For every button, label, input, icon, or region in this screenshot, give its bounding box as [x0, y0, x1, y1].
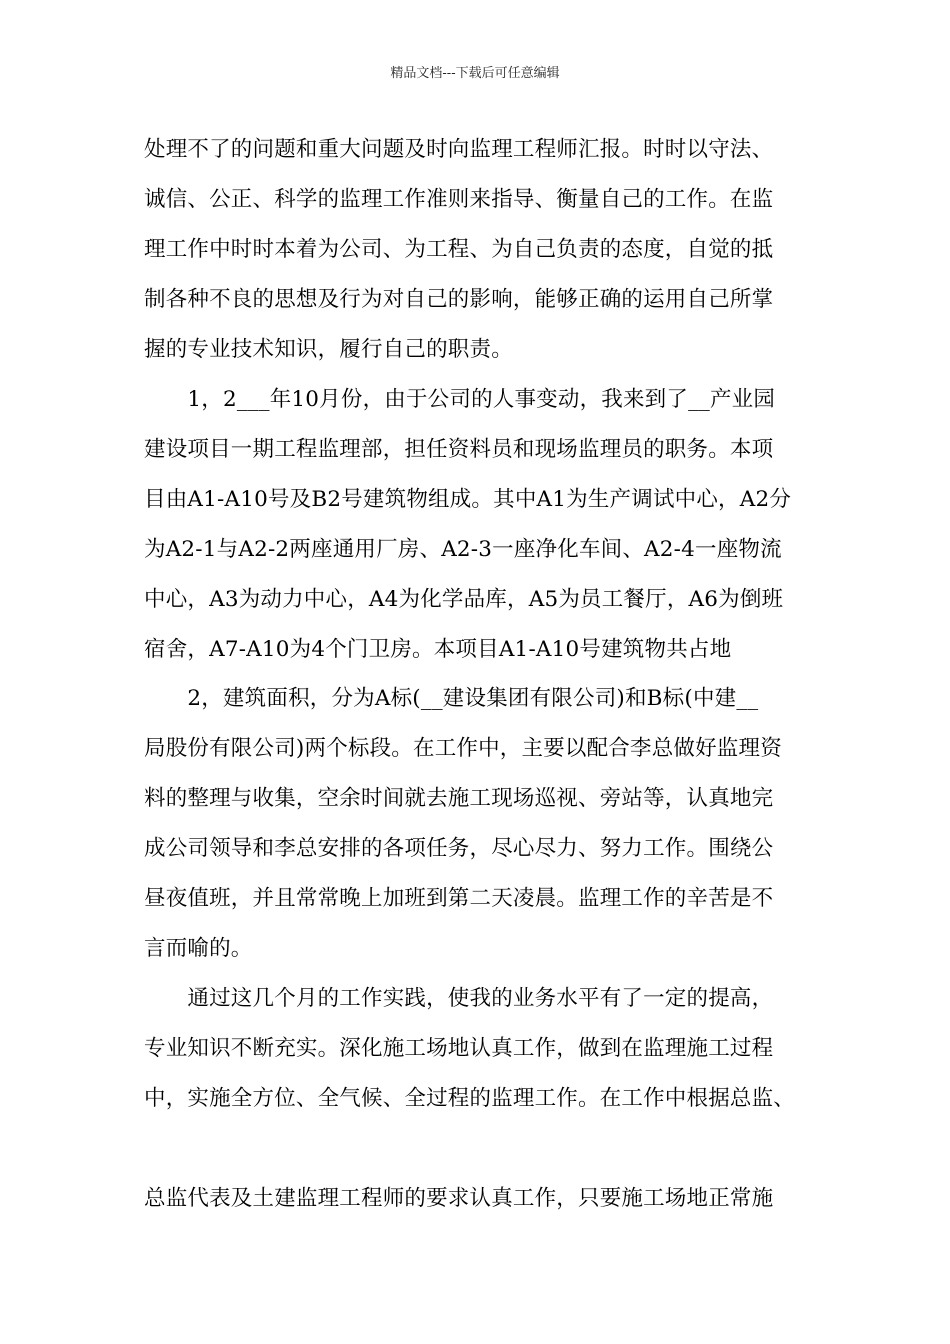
text-line: 建设项目一期工程监理部，担任资料员和现场监理员的职务。本项: [144, 437, 774, 462]
text-line: 中，实施全方位、全气候、全过程的监理工作。在工作中根据总监、: [144, 1086, 796, 1111]
text-line: 昼夜值班，并且常常晚上加班到第二天凌晨。监理工作的辛苦是不: [144, 886, 774, 911]
text-line: 诚信、公正、科学的监理工作准则来指导、衡量自己的工作。在监: [144, 187, 774, 212]
text-line: 理工作中时时本着为公司、为工程、为自己负责的态度，自觉的抵: [144, 237, 774, 262]
text-line: 1，2___年10月份，由于公司的人事变动，我来到了__产业园: [144, 387, 776, 412]
text-line: 处理不了的问题和重大问题及时向监理工程师汇报。时时以守法、: [144, 137, 774, 162]
text-line: 目由A1-A10号及B2号建筑物组成。其中A1为生产调试中心，A2分: [144, 487, 792, 512]
text-line: 专业知识不断充实。深化施工场地认真工作，做到在监理施工过程: [144, 1036, 774, 1061]
text-line: 握的专业技术知识，履行自己的职责。: [144, 337, 513, 362]
text-line: 2，建筑面积，分为A标(__建设集团有限公司)和B标(中建__: [144, 686, 759, 711]
page-header: 精品文档---下载后可任意编辑: [390, 66, 560, 81]
text-line: 总监代表及土建监理工程师的要求认真工作，只要施工场地正常施: [144, 1186, 774, 1211]
text-line: 为A2-1与A2-2两座通用厂房、A2-3一座净化车间、A2-4一座物流: [144, 537, 782, 562]
text-line: 通过这几个月的工作实践，使我的业务水平有了一定的提高，: [144, 986, 774, 1011]
text-line: 言而喻的。: [144, 936, 253, 961]
text-line: 制各种不良的思想及行为对自己的影响，能够正确的运用自己所掌: [144, 287, 774, 312]
text-line: 宿舍，A7-A10为4个门卫房。本项目A1-A10号建筑物共占地: [144, 637, 732, 662]
text-line: 中心，A3为动力中心，A4为化学品库，A5为员工餐厅，A6为倒班: [144, 587, 784, 612]
text-line: 料的整理与收集，空余时间就去施工现场巡视、旁站等，认真地完: [144, 786, 774, 811]
text-line: 成公司领导和李总安排的各项任务，尽心尽力、努力工作。围绕公: [144, 836, 774, 861]
text-line: 局股份有限公司)两个标段。在工作中，主要以配合李总做好监理资: [144, 736, 782, 761]
